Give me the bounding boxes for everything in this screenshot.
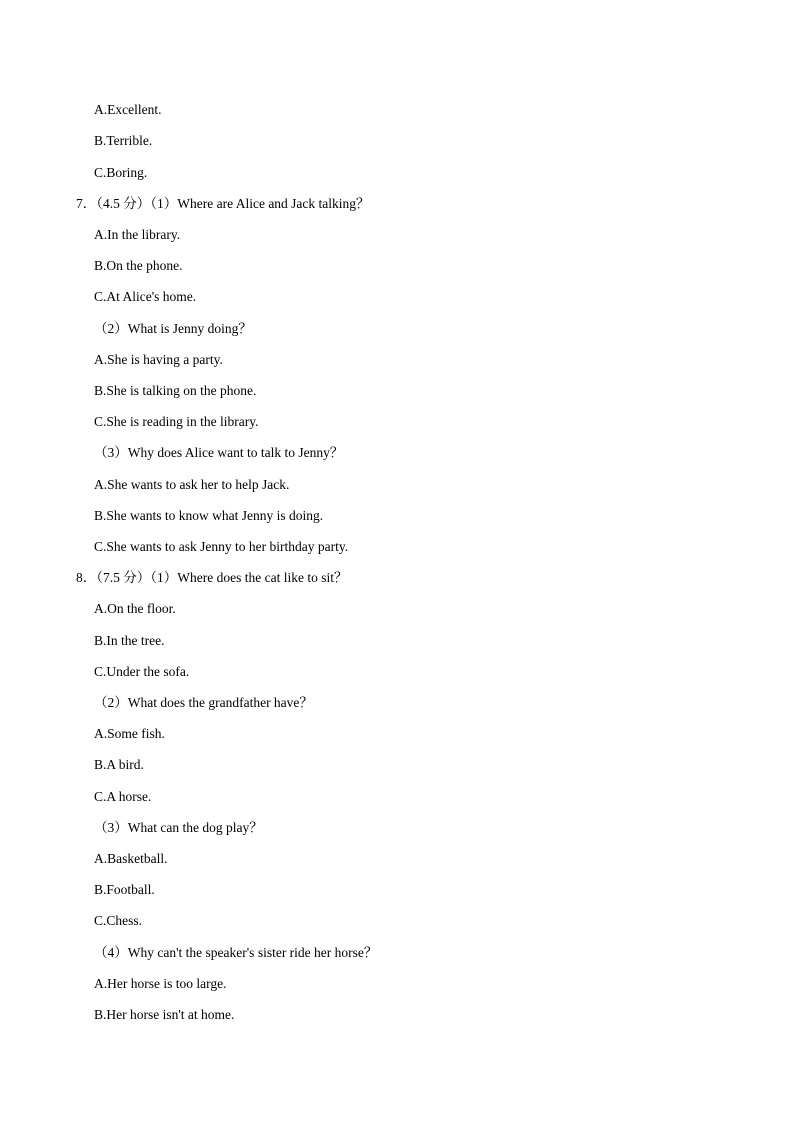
q7-header: 7．（4.5 分）（1）Where are Alice and Jack talking？ [76, 196, 370, 211]
q6-option-b: B.Terrible. [94, 133, 153, 148]
q7-3-question: （3）Why does Alice want to talk to Jenny？ [94, 445, 344, 460]
q7-3-option-a: A.She wants to ask her to help Jack. [94, 477, 290, 492]
q8-header: 8．（7.5 分）（1）Where does the cat like to sit？ [76, 570, 348, 585]
q7-3-option-c: C.She wants to ask Jenny to her birthday party. [94, 539, 349, 554]
q8-1-option-b: B.In the tree. [94, 633, 165, 648]
q7-2-option-a: A.She is having a party. [94, 352, 223, 367]
q7-2-option-c: C.She is reading in the library. [94, 414, 259, 429]
q8-1-option-c: C.Under the sofa. [94, 664, 190, 679]
q7-1-option-c: C.At Alice's home. [94, 289, 197, 304]
q7-2-question: （2）What is Jenny doing？ [94, 321, 252, 336]
q8-4-question: （4）Why can't the speaker's sister ride her horse？ [94, 945, 378, 960]
q8-2-option-a: A.Some fish. [94, 726, 165, 741]
q7-1-option-a: A.In the library. [94, 227, 181, 242]
q8-4-option-a: A.Her horse is too large. [94, 976, 227, 991]
q8-2-option-c: C.A horse. [94, 789, 152, 804]
q8-3-option-c: C.Chess. [94, 913, 143, 928]
q7-2-option-b: B.She is talking on the phone. [94, 383, 257, 398]
q8-2-question: （2）What does the grandfather have？ [94, 695, 313, 710]
q7-3-option-b: B.She wants to know what Jenny is doing. [94, 508, 324, 523]
q6-option-c: C.Boring. [94, 165, 148, 180]
q8-3-option-b: B.Football. [94, 882, 155, 897]
q8-4-option-b: B.Her horse isn't at home. [94, 1007, 235, 1022]
q8-2-option-b: B.A bird. [94, 757, 144, 772]
q8-3-option-a: A.Basketball. [94, 851, 168, 866]
q6-option-a: A.Excellent. [94, 102, 162, 117]
q8-3-question: （3）What can the dog play？ [94, 820, 263, 835]
q8-1-option-a: A.On the floor. [94, 601, 176, 616]
q7-1-option-b: B.On the phone. [94, 258, 183, 273]
